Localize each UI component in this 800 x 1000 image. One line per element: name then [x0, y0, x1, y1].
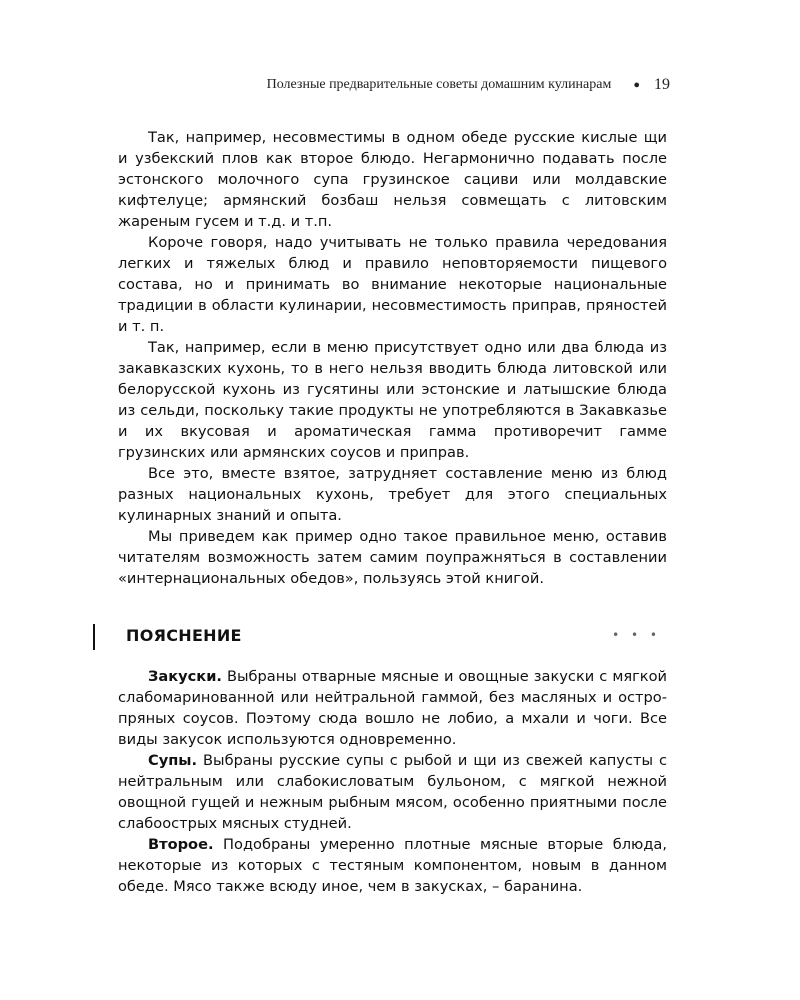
section-title: ПОЯСНЕНИЕ	[126, 626, 242, 645]
running-title: Полезные предварительные советы домашним кулинарам	[266, 77, 612, 92]
explanation-body: Подобраны умеренно плотные мясные вторые блюда, некоторые из которых с тестяным компонентом, новым в данном обеде. Мясо также всюду иное, чем в закусках, – баранина.	[118, 836, 667, 895]
dots-ornament: • • •	[612, 628, 661, 642]
explanation-paragraph	[118, 666, 667, 750]
paragraph: Так, например, если в меню присутствует одно или два блюда из закавказских кухонь, то в него нельзя вводить блюда литовской или белорусской кухонь из гусятины или эстонские и латышские блюда из сельди, поскольку такие продукты не употребляются в Закавказье и их вкусовая и ароматическая гамма противоречит гамме грузинских или армянских соусов и приправ.	[118, 339, 667, 461]
explanation-paragraph	[118, 750, 667, 834]
explanation-body: Выбраны русские супы с рыбой и щи из свежей капусты с нейтральным или слабокисловатым бульоном, с мягкой нежной овощной гущей и нежным рыбным мясом, особенно приятными после слабоострых мясных студней.	[118, 752, 667, 832]
explanation-text	[118, 666, 667, 897]
bullet-icon: ●	[633, 79, 640, 91]
page-number: 19	[654, 76, 670, 93]
running-header	[130, 76, 670, 94]
explanation-lead: Закуски.	[148, 668, 222, 685]
explanation-lead: Супы.	[148, 752, 198, 769]
paragraph: Все это, вместе взятое, затрудняет составление меню из блюд разных национальных кухонь, требует для этого специальных кулинарных знаний и опыта.	[118, 465, 667, 524]
explanation-lead: Второе.	[148, 836, 214, 853]
explanation-paragraph	[118, 834, 667, 897]
paragraph: Короче говоря, надо учитывать не только правила чередования легких и тяжелых блюд и правило неповторяемости пищевого состава, но и принимать во внимание некоторые национальные традиции в области кулинарии, несовместимость приправ, пряностей и т. п.	[118, 234, 667, 335]
paragraph: Мы приведем как пример одно такое правильное меню, оставив читателям возможность затем самим поупражняться в составлении «интернациональных обедов», пользуясь этой книгой.	[118, 528, 667, 587]
explanation-body: Выбраны отварные мясные и овощные закуски с мягкой слабомаринованной или нейтральной гаммой, без масляных и остро-пряных соусов. Поэтому сюда вошло не лобио, а мхали и чоги. Все виды закусок используются одновременно.	[118, 668, 667, 748]
paragraph: Так, например, несовместимы в одном обеде русские кислые щи и узбекский плов как второе блюдо. Негармонично подавать после эстонского молочного супа грузинское сациви или молдавские кифтелуце; армянский бозбаш нельзя совмещать с литовским жареным гусем и т.д. и т.п.	[118, 129, 667, 230]
heading-bar	[93, 624, 95, 650]
main-text	[118, 127, 667, 589]
section-heading	[118, 620, 667, 650]
